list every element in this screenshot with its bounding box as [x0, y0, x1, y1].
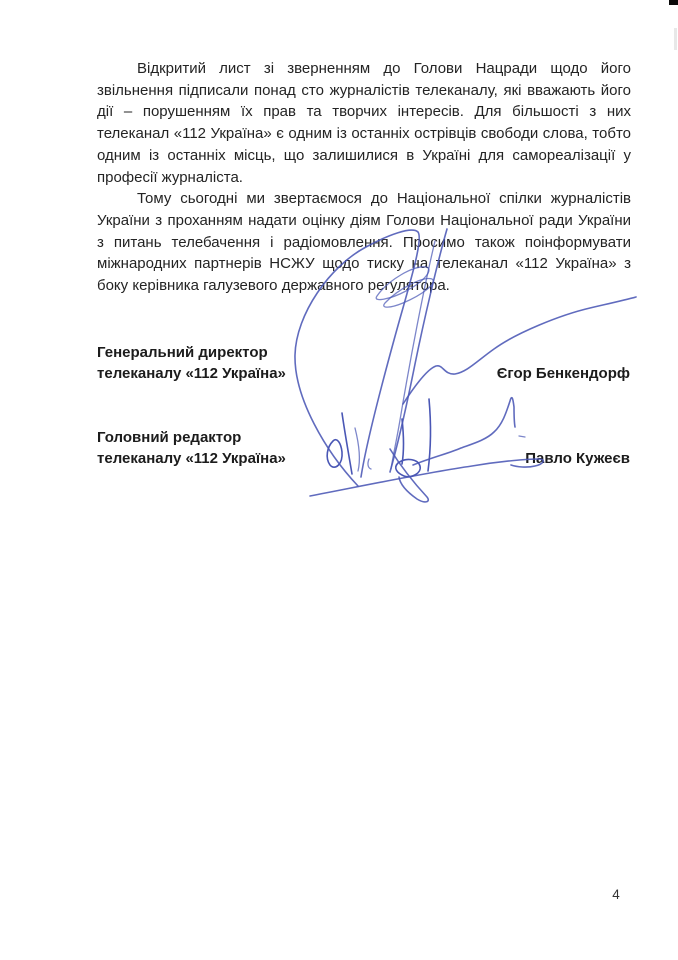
signatory-title-line1: Головний редактор: [97, 429, 242, 446]
body-paragraph: Тому сьогодні ми звертаємося до Національної спілки журналістів України з проханням надати оцінку діям Голови Національної ради України з питань телебачення і радіомовлення. Просимо також поінформувати міжнародних партнерів НСЖУ щодо тиску на телеканал «112 Україна» з боку керівника галузевого державного регулятора.: [97, 190, 631, 295]
signatory-title-line2: телеканалу «112 Україна»: [97, 365, 286, 382]
body-paragraph: Відкритий лист зі зверненням до Голови Нацради щодо його звільнення підписали понад сто журналістів телеканалу, які вважають його дії – порушенням їх прав та творчих інтересів. Для більшості з них телеканал «112 Україна» є одним із останніх острівців свободи слова, тобто одним із останніх місць, що залишилися в Україні для самореалізації у професії журналіста.: [97, 60, 631, 186]
signatory-block-editor: [97, 427, 630, 469]
signatory-title-line1: Генеральний директор: [97, 344, 268, 361]
scan-artifact-smudge: [674, 28, 677, 50]
signatory-title: [97, 342, 286, 384]
letter-body: [97, 58, 631, 297]
signatory-name: Єгор Бенкендорф: [496, 365, 630, 382]
scan-artifact-corner: [669, 0, 678, 5]
page-number: 4: [612, 887, 620, 902]
signatory-block-director: [97, 342, 630, 384]
signatory-title: [97, 427, 286, 469]
signatory-title-line2: телеканалу «112 Україна»: [97, 450, 286, 467]
signatory-name: Павло Кужеєв: [525, 450, 630, 467]
